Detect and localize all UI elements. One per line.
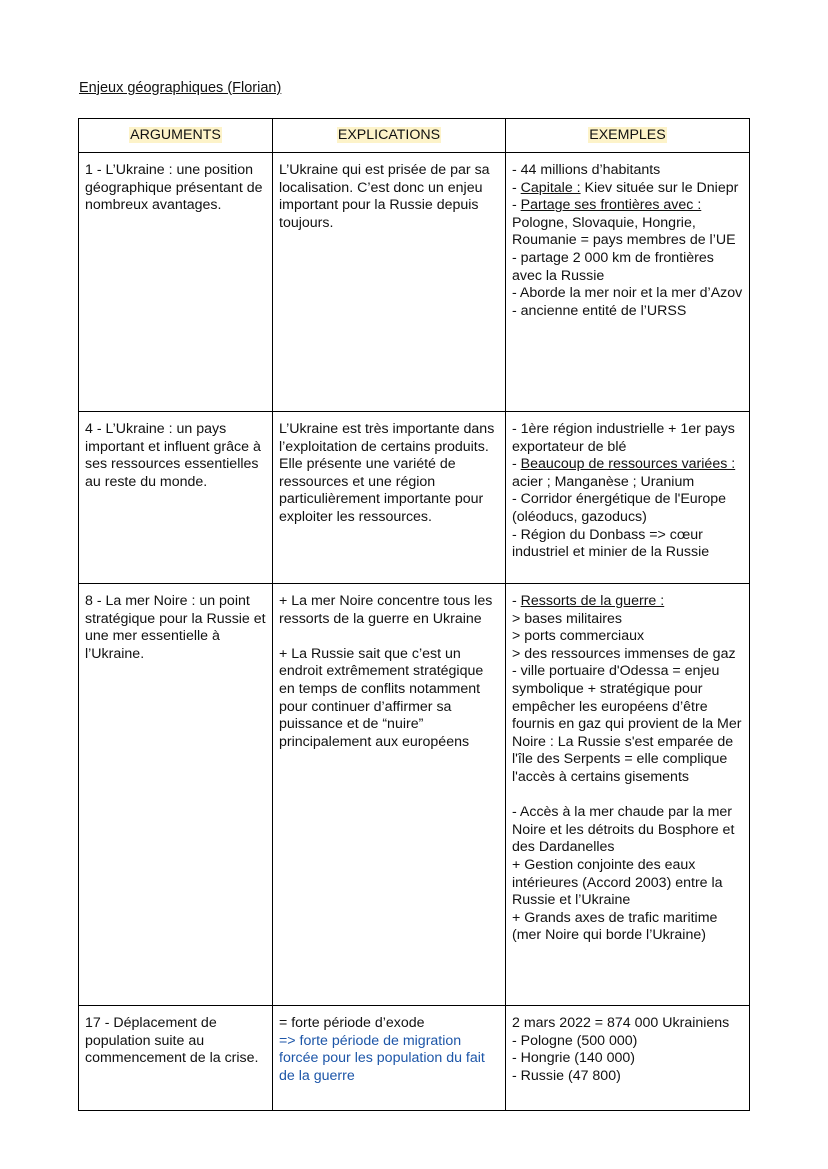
explication-cell: L’Ukraine est très importante dans l’exploitation de certains produits. Elle présente une variété de ressources et une région particulièrement importante pour exploiter les ressources. <box>273 412 506 584</box>
explication-cell: L’Ukraine qui est prisée de par sa localisation. C’est donc un enjeu important pour la Russie depuis toujours. <box>273 153 506 412</box>
document-title: Enjeux géographiques (Florian) <box>79 80 282 96</box>
exemples-cell: - 1ère région industrielle + 1er pays exportateur de blé - Beaucoup de ressources variées : acier ; Manganèse ; Uranium - Corridor énergétique de l'Europe (oléoducs, gazoducs) - Région du Donbass => cœur industriel et minier de la Russie <box>506 412 750 584</box>
argument-cell: 1 - L’Ukraine : une position géographique présentant de nombreux avantages. <box>79 153 273 412</box>
arguments-table <box>78 118 750 1111</box>
argument-cell: 4 - L’Ukraine : un pays important et influent grâce à ses ressources essentielles au reste du monde. <box>79 412 273 584</box>
table-row <box>79 1006 750 1111</box>
table-header-row <box>79 119 750 153</box>
table-row <box>79 153 750 412</box>
explication-cell: = forte période d’exode => forte période de migration forcée pour les population du fait de la guerre <box>273 1006 506 1111</box>
argument-cell: 8 - La mer Noire : un point stratégique pour la Russie et une mer essentielle à l’Ukraine. <box>79 584 273 1006</box>
exemples-cell: 2 mars 2022 = 874 000 Ukrainiens - Pologne (500 000) - Hongrie (140 000) - Russie (47 800) <box>506 1006 750 1111</box>
exemples-cell: - 44 millions d’habitants - Capitale : Kiev située sur le Dniepr - Partage ses frontières avec : Pologne, Slovaquie, Hongrie, Roumanie = pays membres de l’UE - partage 2 000 km de frontières avec la Russie - Aborde la mer noir et la mer d’Azov - ancienne entité de l’URSS <box>506 153 750 412</box>
highlighted-explication: => forte période de migration forcée pour les population du fait de la guerre <box>279 1032 485 1084</box>
table-row <box>79 584 750 1006</box>
header-explications: EXPLICATIONS <box>273 119 506 153</box>
argument-cell: 17 - Déplacement de population suite au commencement de la crise. <box>79 1006 273 1111</box>
header-exemples: EXEMPLES <box>506 119 750 153</box>
exemples-cell: - Ressorts de la guerre : > bases militaires > ports commerciaux > des ressources immenses de gaz - ville portuaire d'Odessa = enjeu symbolique + stratégique pour empêcher les européens d’être fournis en gaz qui provient de la Mer Noire : La Russie s'est emparée de l'île des Serpents = elle complique l'accès à certains gisements - Accès à la mer chaude par la mer Noire et les détroits du Bosphore et des Dardanelles + Gestion conjointe des eaux intérieures (Accord 2003) entre la Russie et l’Ukraine + Grands axes de trafic maritime (mer Noire qui borde l’Ukraine) <box>506 584 750 1006</box>
table-row <box>79 412 750 584</box>
header-arguments: ARGUMENTS <box>79 119 273 153</box>
explication-cell: + La mer Noire concentre tous les ressorts de la guerre en Ukraine + La Russie sait que c’est un endroit extrêmement stratégique en temps de conflits notamment pour continuer d’affirmer sa puissance et de “nuire” principalement aux européens <box>273 584 506 1006</box>
